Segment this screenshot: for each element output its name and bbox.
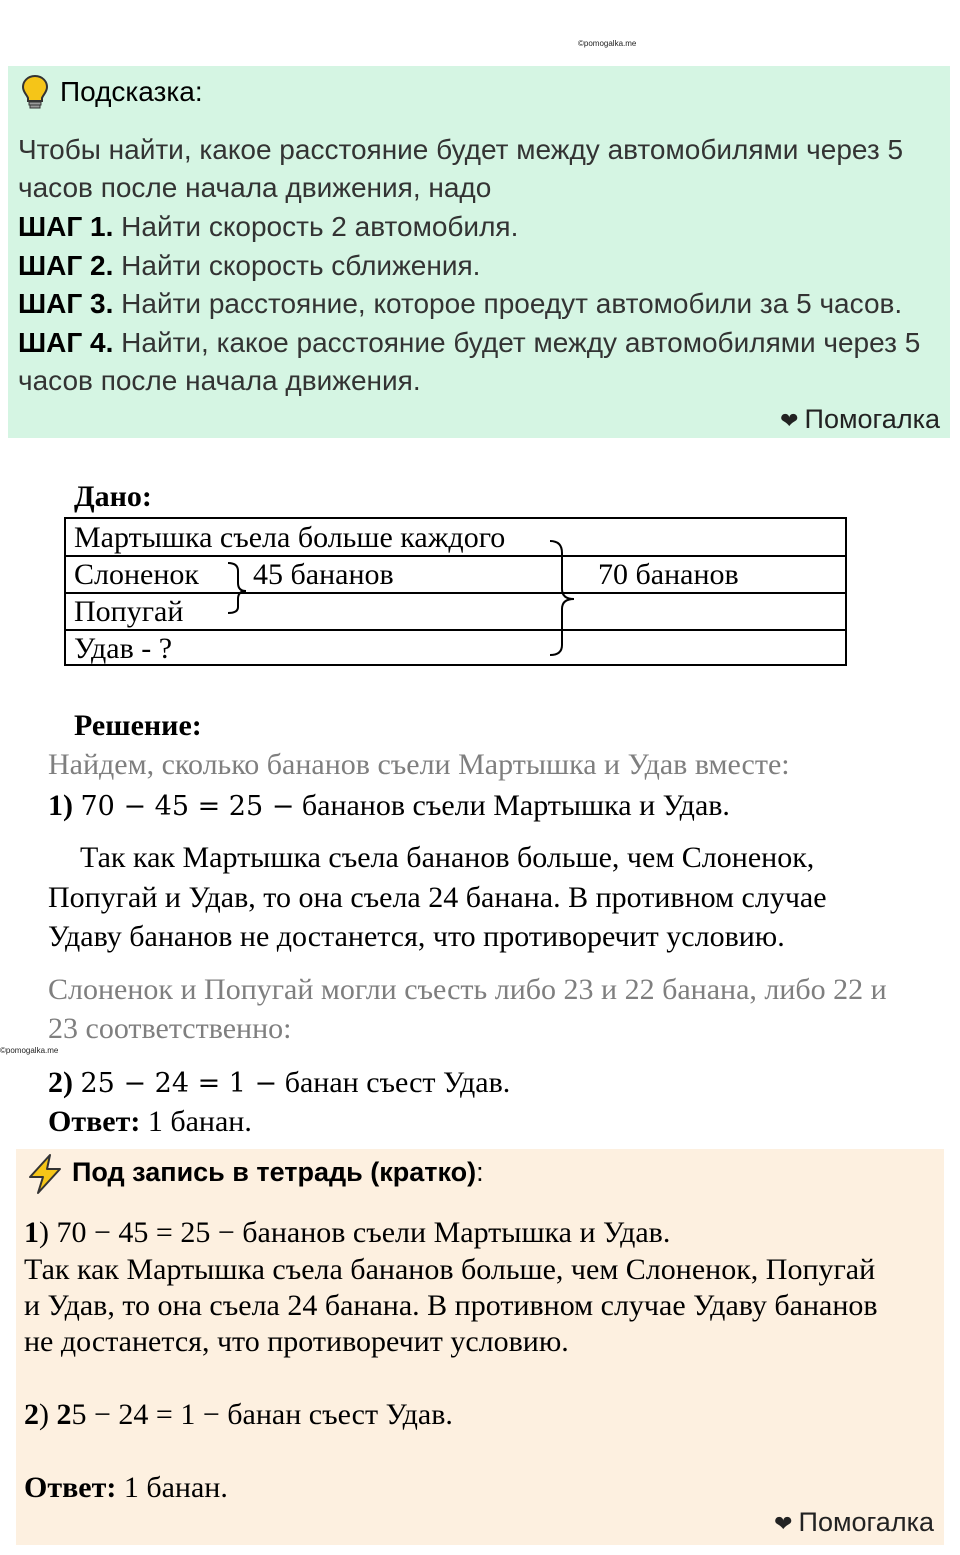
notebook-title-colon: : — [476, 1157, 484, 1187]
answer-label: Ответ: — [48, 1105, 141, 1138]
brand-label: Помогалка — [804, 404, 940, 434]
step-label: ШАГ 4. — [18, 327, 114, 358]
solution-heading: Решение: — [74, 709, 202, 742]
hint-step-2 — [18, 250, 480, 282]
watermark-left: ©pomogalka.me — [0, 1046, 59, 1055]
given-total-value: 70 бананов — [598, 558, 739, 591]
step-text: Найти скорость 2 автомобиля. — [113, 211, 519, 242]
hint-step-1 — [18, 211, 518, 243]
hint-intro-1: Чтобы найти, какое расстояние будет между автомобилями через 5 — [18, 134, 904, 165]
answer-text: 1 банан. — [140, 1105, 252, 1138]
solution-para-2: Попугай и Удав, то она съела 24 банана. В противном случае — [48, 881, 827, 914]
given-heading: Дано: — [74, 480, 152, 513]
step-text: банан съест Удав. — [284, 1066, 511, 1099]
step-label: ШАГ 2. — [18, 250, 114, 281]
step-number: 2 — [24, 1398, 39, 1431]
solution-line-1: Найдем, сколько бананов съели Мартышка и Удав вместе: — [48, 748, 790, 781]
large-brace — [550, 541, 574, 655]
brand-notebook — [774, 1507, 934, 1538]
answer-label: Ответ: — [24, 1471, 117, 1504]
heart-icon: ❤ — [780, 408, 799, 433]
step-expression: 25 − 24 = 1 − — [80, 1068, 278, 1099]
step-text: ) 70 − 45 = 25 − бананов съели Мартышка и Удав. — [39, 1216, 671, 1249]
solution-answer — [48, 1105, 252, 1139]
step-label: ШАГ 3. — [18, 288, 114, 319]
hint-step-4 — [18, 327, 920, 359]
step-expression: 70 − 45 = 25 − — [80, 791, 295, 822]
lightning-icon — [24, 1153, 66, 1195]
given-row-2-value: 45 бананов — [253, 558, 394, 591]
step-text: бананов съели Мартышка и Удав. — [301, 789, 730, 822]
watermark-top: ©pomogalka.me — [578, 39, 637, 48]
step-text: Найти, какое расстояние будет между автомобилями через 5 — [113, 327, 921, 358]
step-number: 2) — [48, 1066, 73, 1099]
step-text: Найти скорость сближения. — [113, 250, 481, 281]
brace-lines — [66, 519, 849, 668]
notebook-title-text: Под запись в тетрадь (кратко) — [72, 1157, 477, 1187]
step-paren: ) — [39, 1398, 57, 1431]
notebook-line-4: не достанется, что противоречит условию. — [24, 1325, 569, 1358]
step-bold-digit: 2 — [56, 1398, 72, 1431]
small-brace — [228, 563, 246, 613]
given-row-2-label: Слоненок — [74, 558, 199, 591]
hint-title: Подсказка: — [60, 76, 203, 107]
notebook-title — [72, 1157, 484, 1188]
solution-step-1 — [48, 789, 730, 823]
hint-intro-2: часов после начала движения, надо — [18, 172, 492, 203]
given-row-3: Попугай — [74, 595, 184, 628]
brand-label: Помогалка — [798, 1507, 934, 1537]
step-number: 1) — [48, 789, 73, 822]
heart-icon: ❤ — [774, 1511, 793, 1536]
notebook-answer — [24, 1471, 228, 1505]
given-row-1: Мартышка съела больше каждого — [74, 521, 506, 554]
solution-para-1: Так как Мартышка съела бананов больше, чем Слоненок, — [80, 841, 815, 874]
hint-box — [8, 66, 950, 438]
notebook-box — [16, 1149, 944, 1545]
lightbulb-icon — [20, 74, 50, 110]
step-text: 5 − 24 = 1 − банан съест Удав. — [71, 1398, 453, 1431]
brand-hint — [780, 404, 940, 435]
step-number: 1 — [24, 1216, 39, 1249]
notebook-line-2: Так как Мартышка съела бананов больше, чем Слоненок, Попугай — [24, 1253, 876, 1286]
answer-text: 1 банан. — [116, 1471, 228, 1504]
solution-grey-2: 23 соответственно: — [48, 1012, 292, 1045]
step-label: ШАГ 1. — [18, 211, 114, 242]
notebook-line-1 — [24, 1216, 670, 1250]
given-table — [64, 517, 847, 666]
hint-step-4-cont: часов после начала движения. — [18, 365, 421, 396]
solution-grey-1: Слоненок и Попугай могли съесть либо 23 и 22 банана, либо 22 и — [48, 973, 887, 1006]
hint-step-3 — [18, 288, 902, 320]
solution-step-2 — [48, 1066, 510, 1100]
given-row-4: Удав - ? — [74, 632, 173, 665]
step-text: Найти расстояние, которое проедут автомобили за 5 часов. — [113, 288, 903, 319]
notebook-line-5 — [24, 1398, 453, 1432]
notebook-line-3: и Удав, то она съела 24 банана. В противном случае Удаву бананов — [24, 1289, 878, 1322]
solution-para-3: Удаву бананов не достанется, что противоречит условию. — [48, 920, 785, 953]
